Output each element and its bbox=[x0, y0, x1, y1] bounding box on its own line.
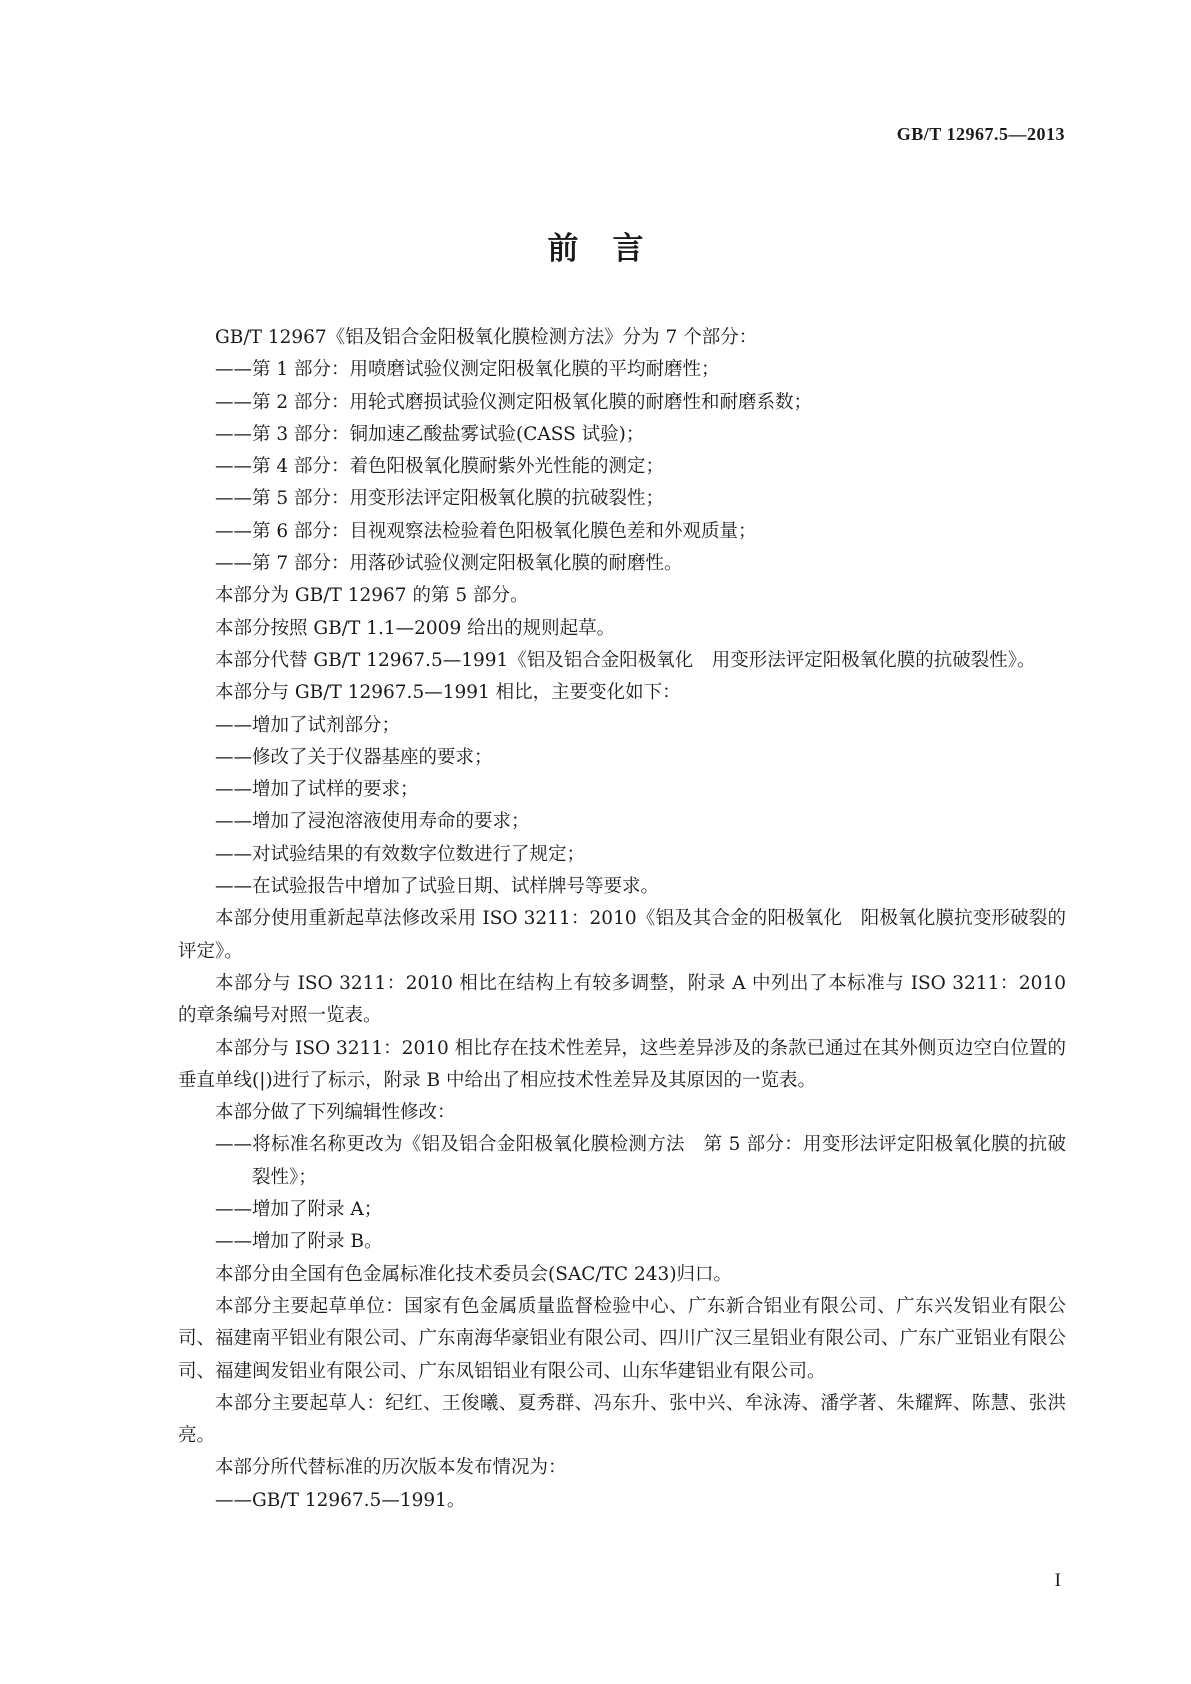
list-item-history: ——GB/T 12967.5—1991。 bbox=[215, 1489, 466, 1511]
page-title: 前言 bbox=[547, 231, 678, 267]
list-item-change: ——在试验报告中增加了试验日期、试样牌号等要求。 bbox=[215, 876, 660, 898]
list-item-change: ——增加了浸泡溶液使用寿命的要求； bbox=[215, 811, 530, 833]
list-item-editorial: ——增加了附录 A； bbox=[215, 1199, 383, 1221]
paragraph-editorial-intro: 本部分做了下列编辑性修改： bbox=[215, 1102, 456, 1124]
paragraph-history-intro: 本部分所代替标准的历次版本发布情况为： bbox=[215, 1457, 567, 1479]
paragraph-committee: 本部分由全国有色金属标准化技术委员会(SAC/TC 243)归口。 bbox=[215, 1263, 733, 1285]
list-item-editorial: ——增加了附录 B。 bbox=[215, 1231, 383, 1253]
paragraph-intro: GB/T 12967《铝及铝合金阳极氧化膜检测方法》分为 7 个部分： bbox=[215, 327, 758, 348]
paragraph-iso-adoption: 本部分使用重新起草法修改采用 ISO 3211：2010《铝及其合金的阳极氧化 阳极氧化膜抗变形破裂的评定》。 bbox=[178, 908, 1066, 962]
list-item-part-2: ——第 2 部分：用轮式磨损试验仪测定阳极氧化膜的耐磨性和耐磨系数； bbox=[215, 391, 813, 413]
paragraph-drafting-units: 本部分主要起草单位：国家有色金属质量监督检验中心、广东新合铝业有限公司、广东兴发铝业有限公司、福建南平铝业有限公司、广东南海华豪铝业有限公司、四川广汉三星铝业有限公司、广东广亚铝业有限公司、福建闽发铝业有限公司、广东凤铝铝业有限公司、山东华建铝业有限公司。 bbox=[178, 1295, 1067, 1382]
list-item-part-1: ——第 1 部分：用喷磨试验仪测定阳极氧化膜的平均耐磨性； bbox=[215, 359, 720, 381]
list-item-part-5: ——第 5 部分：用变形法评定阳极氧化膜的抗破裂性； bbox=[215, 488, 665, 510]
foreword-body bbox=[178, 322, 1066, 1517]
list-item-part-3: ——第 3 部分：铜加速乙酸盐雾试验(CASS 试验)； bbox=[215, 423, 645, 445]
list-item-part-4: ——第 4 部分：着色阳极氧化膜耐紫外光性能的测定； bbox=[215, 456, 665, 478]
list-item-part-6: ——第 6 部分：目视观察法检验着色阳极氧化膜色差和外观质量； bbox=[215, 520, 757, 542]
list-item-change: ——对试验结果的有效数字位数进行了规定； bbox=[215, 843, 586, 865]
paragraph-changes-intro: 本部分与 GB/T 12967.5—1991 相比，主要变化如下： bbox=[215, 682, 681, 704]
paragraph-drafters: 本部分主要起草人：纪红、王俊曦、夏秀群、冯东升、张中兴、牟泳涛、潘学著、朱耀辉、陈慧、张洪亮。 bbox=[178, 1392, 1066, 1447]
paragraph-structure-differences: 本部分与 ISO 3211：2010 相比在结构上有较多调整，附录 A 中列出了本标准与 ISO 3211：2010 的章条编号对照一览表。 bbox=[178, 972, 1066, 1027]
list-item-change: ——增加了试剂部分； bbox=[215, 714, 401, 736]
list-item-change: ——增加了试样的要求； bbox=[215, 779, 419, 801]
paragraph-technical-differences: 本部分与 ISO 3211：2010 相比存在技术性差异，这些差异涉及的条款已通过在其外侧页边空白位置的垂直单线(|)进行了标示，附录 B 中给出了相应技术性差异及其原因的一览表。 bbox=[178, 1037, 1066, 1091]
list-item-editorial: ——将标准名称更改为《铝及铝合金阳极氧化膜检测方法 第 5 部分：用变形法评定阳极氧化膜的抗破裂性》； bbox=[215, 1134, 1066, 1188]
paragraph-replaces: 本部分代替 GB/T 12967.5—1991《铝及铝合金阳极氧化 用变形法评定阳极氧化膜的抗破裂性》。 bbox=[215, 649, 1036, 671]
list-item-part-7: ——第 7 部分：用落砂试验仪测定阳极氧化膜的耐磨性。 bbox=[215, 553, 683, 575]
paragraph-part-statement: 本部分为 GB/T 12967 的第 5 部分。 bbox=[215, 585, 529, 607]
standard-code-header: GB/T 12967.5—2013 bbox=[896, 124, 1065, 144]
list-item-change: ——修改了关于仪器基座的要求； bbox=[215, 746, 493, 768]
paragraph-drafting-rules: 本部分按照 GB/T 1.1—2009 给出的规则起草。 bbox=[215, 617, 616, 639]
page-number: I bbox=[1054, 1570, 1061, 1591]
